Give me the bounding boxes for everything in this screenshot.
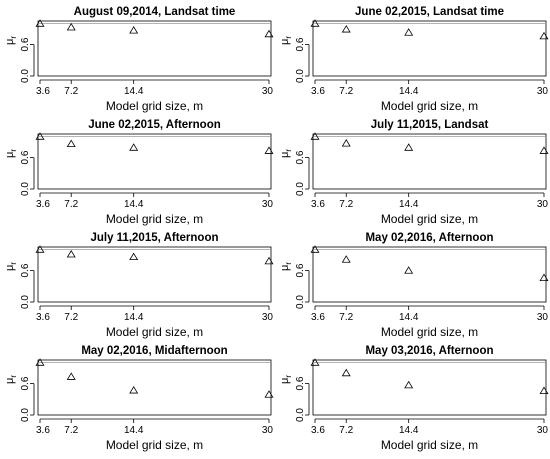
x-axis-label: Model grid size, m: [380, 212, 479, 226]
data-point-triangle: [67, 251, 75, 257]
x-tick-label: 7.2: [64, 199, 79, 210]
y-axis-label-symbol: μ: [279, 377, 291, 385]
x-axis-label: Model grid size, m: [105, 212, 204, 226]
y-tick-label: 0.6: [295, 37, 306, 52]
x-tick-label: 14.4: [398, 199, 419, 210]
y-axis-label-subscript: r: [9, 374, 18, 378]
y-tick-label: 0.6: [20, 376, 31, 391]
chart-panel: [279, 345, 548, 452]
chart-panel: [4, 232, 273, 339]
data-point-triangle: [405, 382, 413, 388]
y-axis-label-symbol: μ: [4, 38, 16, 46]
x-axis-label: Model grid size, m: [105, 99, 204, 113]
x-tick-label: 14.4: [123, 425, 144, 436]
x-tick-label: 30: [261, 86, 273, 97]
data-point-triangle: [67, 373, 75, 379]
data-point-triangle: [67, 140, 75, 146]
chart-title: July 11,2015, Landsat: [370, 119, 489, 131]
x-tick-label: 30: [536, 86, 548, 97]
x-axis-label: Model grid size, m: [380, 99, 479, 113]
x-tick-label: 3.6: [36, 86, 50, 97]
x-axis-label: Model grid size, m: [105, 438, 204, 452]
y-axis-label: [4, 262, 18, 271]
chart-panel: [279, 119, 548, 226]
data-point-triangle: [342, 369, 350, 375]
plot-frame: [38, 134, 271, 189]
chart-panel: [4, 6, 273, 113]
x-tick-label: 14.4: [398, 312, 419, 323]
data-point-triangle: [540, 147, 548, 153]
x-tick-label: 3.6: [311, 86, 325, 97]
data-point-triangle: [342, 140, 350, 146]
chart-panel: [4, 345, 273, 452]
y-axis-label: [279, 36, 293, 45]
x-tick-label: 7.2: [64, 312, 79, 323]
x-tick-label: 3.6: [311, 425, 325, 436]
x-axis-label: Model grid size, m: [105, 325, 204, 339]
chart-title: August 09,2014, Landsat time: [73, 6, 236, 18]
y-axis-label-symbol: μ: [279, 38, 291, 46]
x-tick-label: 30: [536, 312, 548, 323]
x-tick-label: 14.4: [398, 425, 419, 436]
y-tick-label: 0.6: [20, 150, 31, 165]
y-axis-label-subscript: r: [284, 35, 293, 39]
x-tick-label: 3.6: [36, 312, 50, 323]
data-point-triangle: [130, 387, 138, 393]
chart-title: July 11,2015, Afternoon: [90, 232, 219, 244]
plot-frame: [38, 360, 271, 415]
x-tick-label: 7.2: [339, 86, 354, 97]
x-tick-label: 14.4: [123, 86, 144, 97]
y-axis-label: [279, 262, 293, 271]
y-axis-label-symbol: μ: [279, 264, 291, 272]
x-tick-label: 7.2: [64, 425, 79, 436]
y-tick-label: 0.0: [20, 69, 31, 83]
y-axis-label: [4, 36, 18, 45]
chart-title: May 03,2016, Afternoon: [365, 345, 494, 357]
y-axis-label: [4, 149, 18, 158]
y-tick-label: 0.0: [295, 408, 306, 422]
plot-frame: [38, 247, 271, 302]
y-axis-label: [279, 375, 293, 384]
x-tick-label: 7.2: [339, 199, 354, 210]
x-tick-label: 14.4: [123, 199, 144, 210]
x-axis-label: Model grid size, m: [380, 325, 479, 339]
x-tick-label: 3.6: [36, 425, 50, 436]
x-tick-label: 3.6: [311, 312, 325, 323]
data-point-triangle: [265, 258, 273, 264]
x-tick-label: 30: [261, 312, 273, 323]
y-tick-label: 0.0: [20, 182, 31, 196]
plot-frame: [313, 247, 546, 302]
data-point-triangle: [130, 27, 138, 33]
data-point-triangle: [540, 387, 548, 393]
x-tick-label: 7.2: [339, 425, 354, 436]
plot-frame: [38, 21, 271, 76]
y-axis-label-subscript: r: [9, 261, 18, 265]
y-axis-label-symbol: μ: [4, 377, 16, 385]
y-tick-label: 0.0: [20, 408, 31, 422]
data-point-triangle: [265, 391, 273, 397]
y-tick-label: 0.6: [295, 150, 306, 165]
data-point-triangle: [405, 267, 413, 273]
y-axis-label: [279, 149, 293, 158]
x-tick-label: 7.2: [339, 312, 354, 323]
x-tick-label: 7.2: [64, 86, 79, 97]
y-axis-label-symbol: μ: [4, 264, 16, 272]
data-point-triangle: [130, 144, 138, 150]
y-axis-label-symbol: μ: [279, 151, 291, 159]
chart-title: June 02,2015, Landsat time: [355, 6, 504, 18]
y-tick-label: 0.6: [295, 263, 306, 278]
x-tick-label: 30: [261, 199, 273, 210]
data-point-triangle: [405, 29, 413, 35]
x-tick-label: 3.6: [311, 199, 325, 210]
y-axis-label-subscript: r: [284, 261, 293, 265]
y-tick-label: 0.0: [295, 182, 306, 196]
y-tick-label: 0.6: [20, 37, 31, 52]
x-tick-label: 14.4: [123, 312, 144, 323]
chart-title: May 02,2016, Midafternoon: [81, 345, 228, 357]
y-tick-label: 0.6: [20, 263, 31, 278]
chart-panel: [279, 6, 548, 113]
y-tick-label: 0.0: [295, 69, 306, 83]
plot-frame: [313, 360, 546, 415]
data-point-triangle: [540, 274, 548, 280]
data-point-triangle: [342, 26, 350, 32]
y-axis-label-symbol: μ: [4, 151, 16, 159]
chart-panel: [4, 119, 273, 226]
data-point-triangle: [265, 147, 273, 153]
data-point-triangle: [130, 253, 138, 259]
y-axis-label: [4, 375, 18, 384]
y-tick-label: 0.6: [295, 376, 306, 391]
x-tick-label: 3.6: [36, 199, 50, 210]
data-point-triangle: [540, 33, 548, 39]
data-point-triangle: [265, 30, 273, 36]
data-point-triangle: [405, 144, 413, 150]
x-tick-label: 30: [536, 199, 548, 210]
y-axis-label-subscript: r: [284, 148, 293, 152]
chart-panel: [279, 232, 548, 339]
y-tick-label: 0.0: [20, 295, 31, 309]
y-axis-label-subscript: r: [9, 35, 18, 39]
y-tick-label: 0.0: [295, 295, 306, 309]
chart-title: May 02,2016, Afternoon: [365, 232, 494, 244]
chart-title: June 02,2015, Afternoon: [88, 119, 221, 131]
x-tick-label: 30: [261, 425, 273, 436]
data-point-triangle: [67, 24, 75, 30]
x-axis-label: Model grid size, m: [380, 438, 479, 452]
y-axis-label-subscript: r: [284, 374, 293, 378]
x-tick-label: 14.4: [398, 86, 419, 97]
x-tick-label: 30: [536, 425, 548, 436]
data-point-triangle: [342, 256, 350, 262]
y-axis-label-subscript: r: [9, 148, 18, 152]
